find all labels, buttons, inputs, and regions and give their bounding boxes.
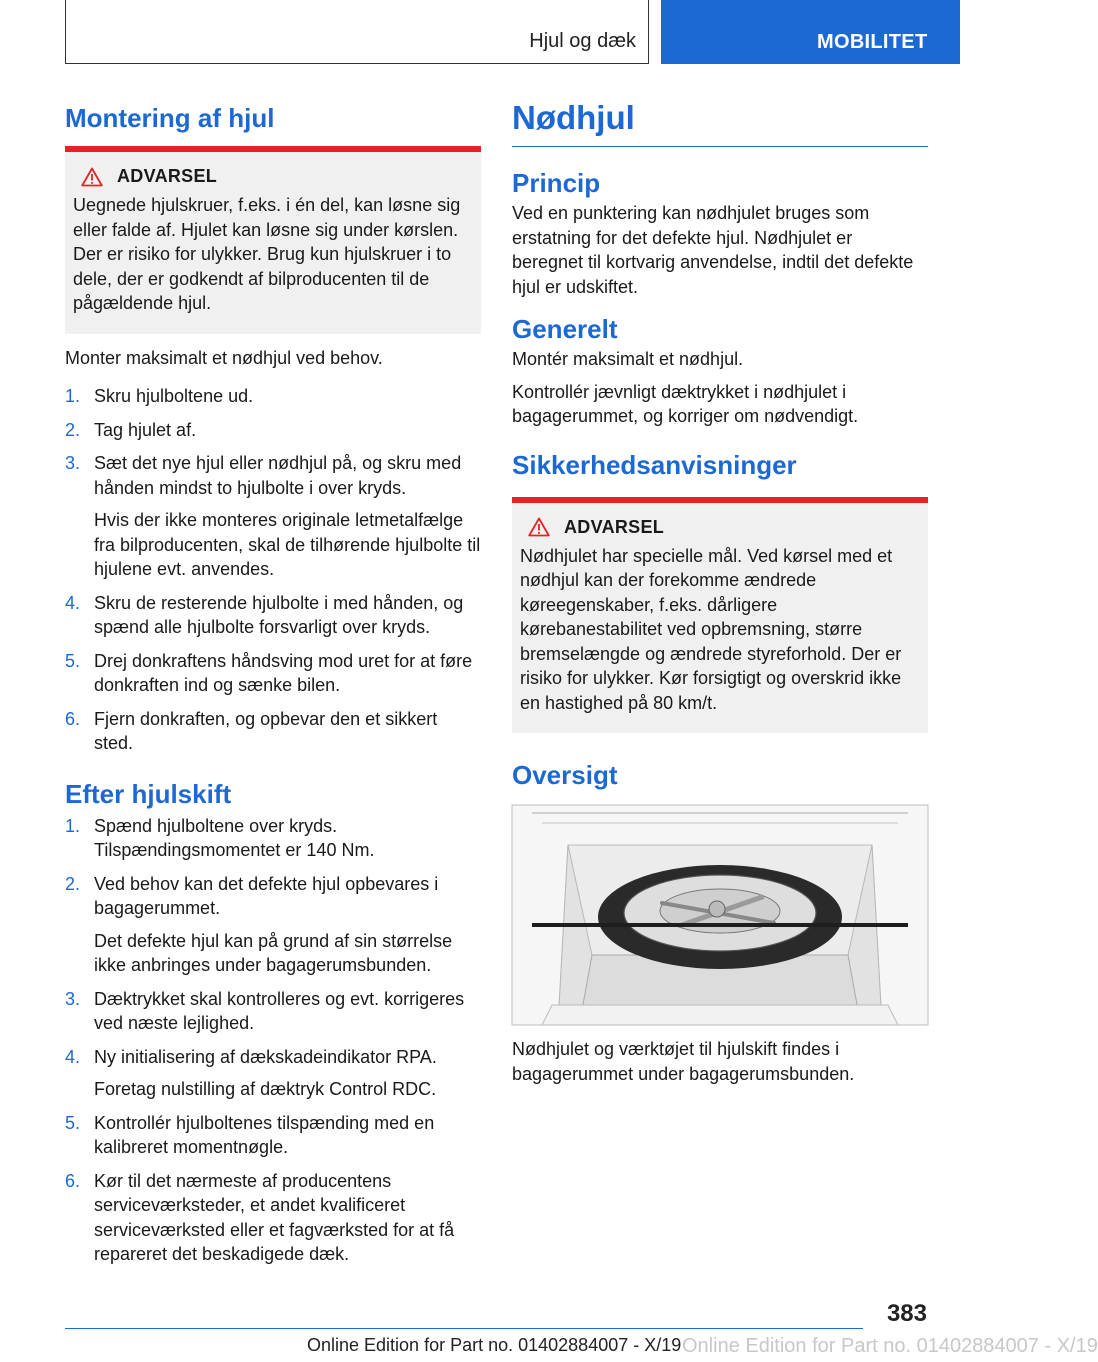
step-text: Fjern donkraften, og opbevar den et sikkert sted. xyxy=(94,708,438,753)
main-heading: Nødhjul xyxy=(512,96,928,147)
step-number: 2. xyxy=(65,419,81,440)
warning-header xyxy=(81,166,473,187)
warning-triangle-icon xyxy=(81,167,103,187)
step-text: Sæt det nye hjul eller nødhjul på, og skru med hånden mindst to hjulbolte i over kryds. xyxy=(94,453,462,498)
list-item xyxy=(65,451,481,582)
edition-text: Online Edition for Part no. 01402884007 - X/19 xyxy=(307,1335,682,1355)
step-number: 1. xyxy=(65,386,81,406)
list-item xyxy=(65,591,481,640)
list-item xyxy=(65,987,481,1036)
step-text: Ny initialisering af dækskadeindikator RPA. xyxy=(94,1046,437,1067)
footer-rule xyxy=(65,1328,863,1329)
list-item xyxy=(65,1111,481,1160)
list-item xyxy=(65,707,481,756)
overview-heading: Oversigt xyxy=(512,760,618,790)
chapter-title: Hjul og dæk xyxy=(529,30,636,52)
warning-box-spare xyxy=(512,497,928,734)
step-number: 4. xyxy=(65,1046,81,1067)
principle-heading: Princip xyxy=(512,168,601,198)
general-heading: Generelt xyxy=(512,314,618,344)
general-text-1: Montér maksimalt et nødhjul. xyxy=(512,349,744,369)
step-number: 5. xyxy=(65,650,81,671)
step-number: 6. xyxy=(65,708,81,729)
watermark-text: Online Edition for Part no. 01402884007 - X/19 xyxy=(682,1335,1098,1357)
step-number: 1. xyxy=(65,815,81,836)
trunk-spare-wheel-drawing xyxy=(512,805,928,1025)
warning-body: Nødhjulet har specielle mål. Ved kørsel med et nødhjul kan der forekomme ændrede køreegenskaber, f.eks. dårligere kørebanestabilitet ved opbremsning, større bremselængde og ændrede styreforhold. Der er risiko for ulykker. Kør forsigtigt og overskrid ikke en hastighed på 80 km/t. xyxy=(520,545,902,713)
trunk-spare-wheel-illustration xyxy=(512,805,928,1025)
warning-box-mount xyxy=(65,146,481,334)
principle-text: Ved en punktering kan nødhjulet bruges som erstatning for det defekte hjul. Nødhjulet er beregnet til kortvarig anvendelse, indtil det defekte hjul er udskiftet. xyxy=(512,203,914,297)
step-note: Foretag nulstilling af dæktryk Control RDC. xyxy=(94,1079,437,1099)
step-text: Ved behov kan det defekte hjul opbevares i bagagerummet. xyxy=(94,873,439,918)
step-text: Skru de resterende hjulbolte i med hånden, og spænd alle hjulbolte forsvarligt over kryds. xyxy=(94,592,464,637)
step-number: 3. xyxy=(65,988,81,1009)
list-item xyxy=(65,1045,481,1102)
intro-text: Monter maksimalt et nødhjul ved behov. xyxy=(65,347,383,368)
after-heading: Efter hjulskift xyxy=(65,778,232,809)
step-number: 6. xyxy=(65,1170,81,1191)
step-note: Det defekte hjul kan på grund af sin størrelse ikke anbringes under bagagerumsbunden. xyxy=(94,930,453,975)
step-number: 2. xyxy=(65,873,81,894)
section-tab-label: MOBILITET xyxy=(817,31,928,53)
step-text: Kør til det nærmeste af producentens serviceværksteder, et andet kvalificeret serviceværksted eller et fagværksted for at få repareret det beskadigede dæk. xyxy=(94,1170,455,1264)
left-column xyxy=(65,96,481,1276)
step-number: 5. xyxy=(65,1112,81,1133)
step-text: Dæktrykket skal kontrolleres og evt. korrigeres ved næste lejlighed. xyxy=(94,988,465,1033)
mount-heading: Montering af hjul xyxy=(65,103,275,133)
step-text: Skru hjulboltene ud. xyxy=(94,386,254,406)
step-number: 3. xyxy=(65,453,81,473)
after-steps xyxy=(65,814,481,1267)
general-text-2: Kontrollér jævnligt dæktrykket i nødhjulet i bagagerummet, og korriger om nødvendigt. xyxy=(512,381,859,426)
warning-body: Uegnede hjulskruer, f.eks. i én del, kan løsne sig eller falde af. Hjulet kan løsne sig under kørslen. Der er risiko for ulykker. Brug kun hjulskruer i to dele, der er godkendt af bilproducenten til de pågældende hjul. xyxy=(73,195,461,313)
mount-steps xyxy=(65,384,481,756)
list-item xyxy=(65,814,481,863)
list-item xyxy=(65,418,481,443)
list-item xyxy=(65,872,481,978)
safety-heading: Sikkerhedsanvisninger xyxy=(512,449,797,480)
step-note: Hvis der ikke monteres originale letmetalfælge fra bilproducenten, skal de tilhørende hjulbolte til hjulene evt. anvendes. xyxy=(94,510,481,579)
step-text: Drej donkraftens håndsving mod uret for at føre donkraften ind og sænke bilen. xyxy=(94,650,473,695)
warning-title: ADVARSEL xyxy=(117,166,218,186)
warning-header xyxy=(528,517,920,538)
warning-triangle-icon xyxy=(528,517,550,537)
page-number: 383 xyxy=(886,1300,927,1327)
section-tab xyxy=(661,0,960,64)
step-text: Tag hjulet af. xyxy=(94,419,197,440)
list-item xyxy=(65,649,481,698)
list-item xyxy=(65,384,481,409)
step-text: Kontrollér hjulboltenes tilspænding med en kalibreret momentnøgle. xyxy=(94,1112,435,1157)
step-number: 4. xyxy=(65,592,81,613)
warning-title: ADVARSEL xyxy=(564,516,665,537)
list-item xyxy=(65,1169,481,1267)
header-box xyxy=(65,0,649,64)
right-column xyxy=(512,96,928,1086)
step-text: Spænd hjulboltene over kryds. Tilspændingsmomentet er 140 Nm. xyxy=(94,815,375,860)
illustration-caption: Nødhjulet og værktøjet til hjulskift findes i bagagerummet under bagagerumsbunden. xyxy=(512,1039,855,1084)
